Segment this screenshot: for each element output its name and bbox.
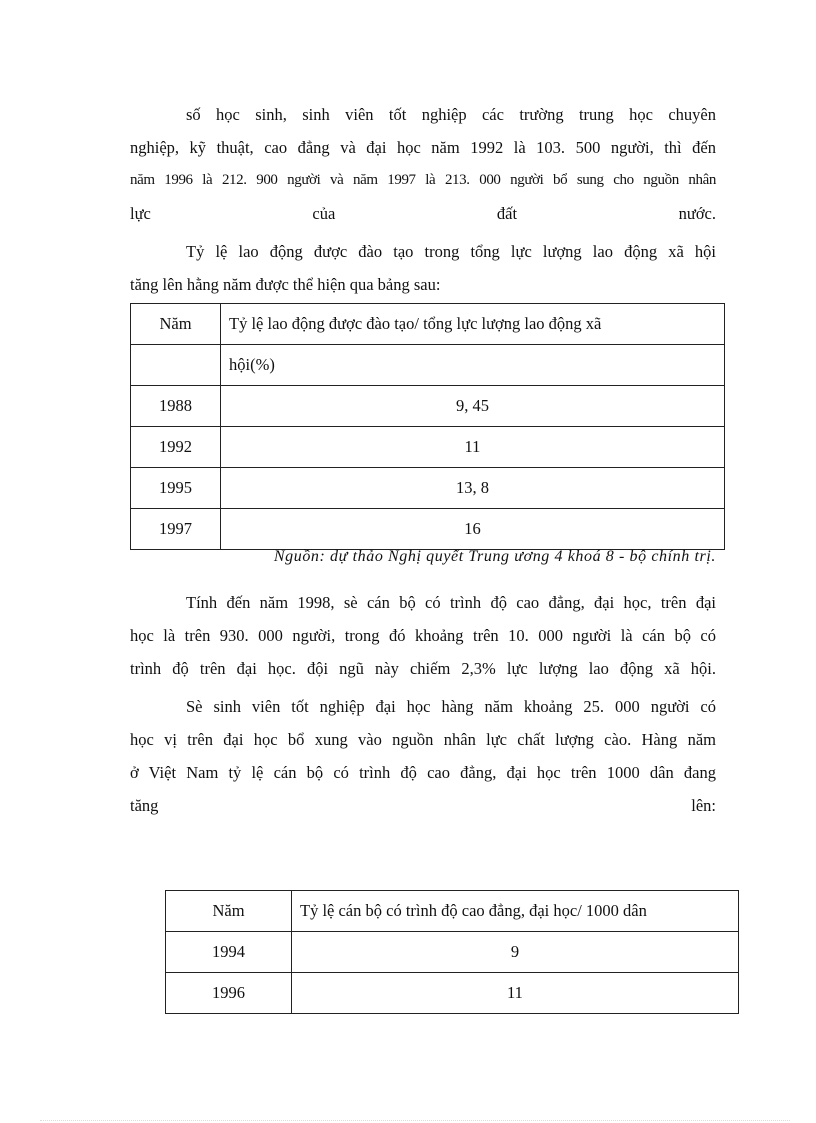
header-year-empty <box>131 345 221 386</box>
header-rate-cont: hội(%) <box>221 345 725 386</box>
cell-value: 13, 8 <box>221 468 725 509</box>
text-line: trình độ trên đại học. đội ngũ này chiếm 2,3% lực lượng lao động xã hội. <box>130 659 716 678</box>
word: của <box>312 204 336 223</box>
page-bottom-rule <box>40 1120 790 1121</box>
text-line: năm 1996 là 212. 900 người và năm 1997 là 213. 000 người bổ sung cho nguồn nhân <box>130 172 716 188</box>
table-row <box>166 932 739 973</box>
word: tăng <box>130 796 159 815</box>
cell-year: 1992 <box>131 427 221 468</box>
text-line: Tỷ lệ lao động được đào tạo trong tổng lực lượng lao động xã hội <box>186 242 716 261</box>
text-line: học vị trên đại học bổ xung vào nguồn nhân lực chất lượng cào. Hàng năm <box>130 730 716 749</box>
word: lên: <box>691 796 716 815</box>
paragraph-graduates-yearly <box>130 690 716 822</box>
table-row <box>131 509 725 550</box>
word: nước. <box>678 204 716 223</box>
paragraph-trained-labor-intro <box>130 235 716 301</box>
cell-value: 9 <box>292 932 739 973</box>
word: đất <box>496 204 518 223</box>
text-line <box>130 789 716 822</box>
table-row <box>131 427 725 468</box>
cell-year: 1996 <box>166 973 292 1014</box>
header-rate: Tỷ lệ cán bộ có trình độ cao đẳng, đại học/ 1000 dân <box>292 891 739 932</box>
cell-value: 11 <box>292 973 739 1014</box>
text-line: số học sinh, sinh viên tốt nghiệp các trường trung học chuyên <box>186 105 716 124</box>
text-line: ở Việt Nam tỷ lệ cán bộ có trình độ cao đẳng, đại học trên 1000 dân đang <box>130 763 716 782</box>
text-line: học là trên 930. 000 người, trong đó khoảng trên 10. 000 người là cán bộ có <box>130 626 716 645</box>
text-line: tăng lên hằng năm được thể hiện qua bảng sau: <box>130 275 441 294</box>
table-row <box>166 973 739 1014</box>
text-line: Tính đến năm 1998, sè cán bộ có trình độ cao đẳng, đại học, trên đại <box>186 593 716 612</box>
table-header-row <box>131 345 725 386</box>
table-row <box>131 468 725 509</box>
cell-year: 1995 <box>131 468 221 509</box>
table-row <box>131 386 725 427</box>
header-year: Năm <box>166 891 292 932</box>
cell-value: 9, 45 <box>221 386 725 427</box>
text-line: nghiệp, kỹ thuật, cao đẳng và đại học năm 1992 là 103. 500 người, thì đến <box>130 138 716 157</box>
paragraph-graduates <box>130 98 716 230</box>
paragraph-cadres-1998 <box>130 586 716 685</box>
word: lực <box>130 204 151 223</box>
header-year: Năm <box>131 304 221 345</box>
cell-year: 1997 <box>131 509 221 550</box>
trained-labor-table <box>130 303 725 550</box>
table-header-row <box>166 891 739 932</box>
cell-year: 1994 <box>166 932 292 973</box>
cadre-rate-table <box>165 890 739 1014</box>
cell-value: 11 <box>221 427 725 468</box>
header-rate: Tỷ lệ lao động được đào tạo/ tổng lực lượng lao động xã <box>221 304 725 345</box>
table-header-row <box>131 304 725 345</box>
text-line: Sè sinh viên tốt nghiệp đại học hàng năm khoảng 25. 000 người có <box>186 697 716 716</box>
cell-value: 16 <box>221 509 725 550</box>
cell-year: 1988 <box>131 386 221 427</box>
text-line <box>130 197 716 230</box>
source-note: Nguồn: dự thảo Nghị quyết Trung ương 4 khoá 8 - bộ chính trị. <box>273 548 716 565</box>
